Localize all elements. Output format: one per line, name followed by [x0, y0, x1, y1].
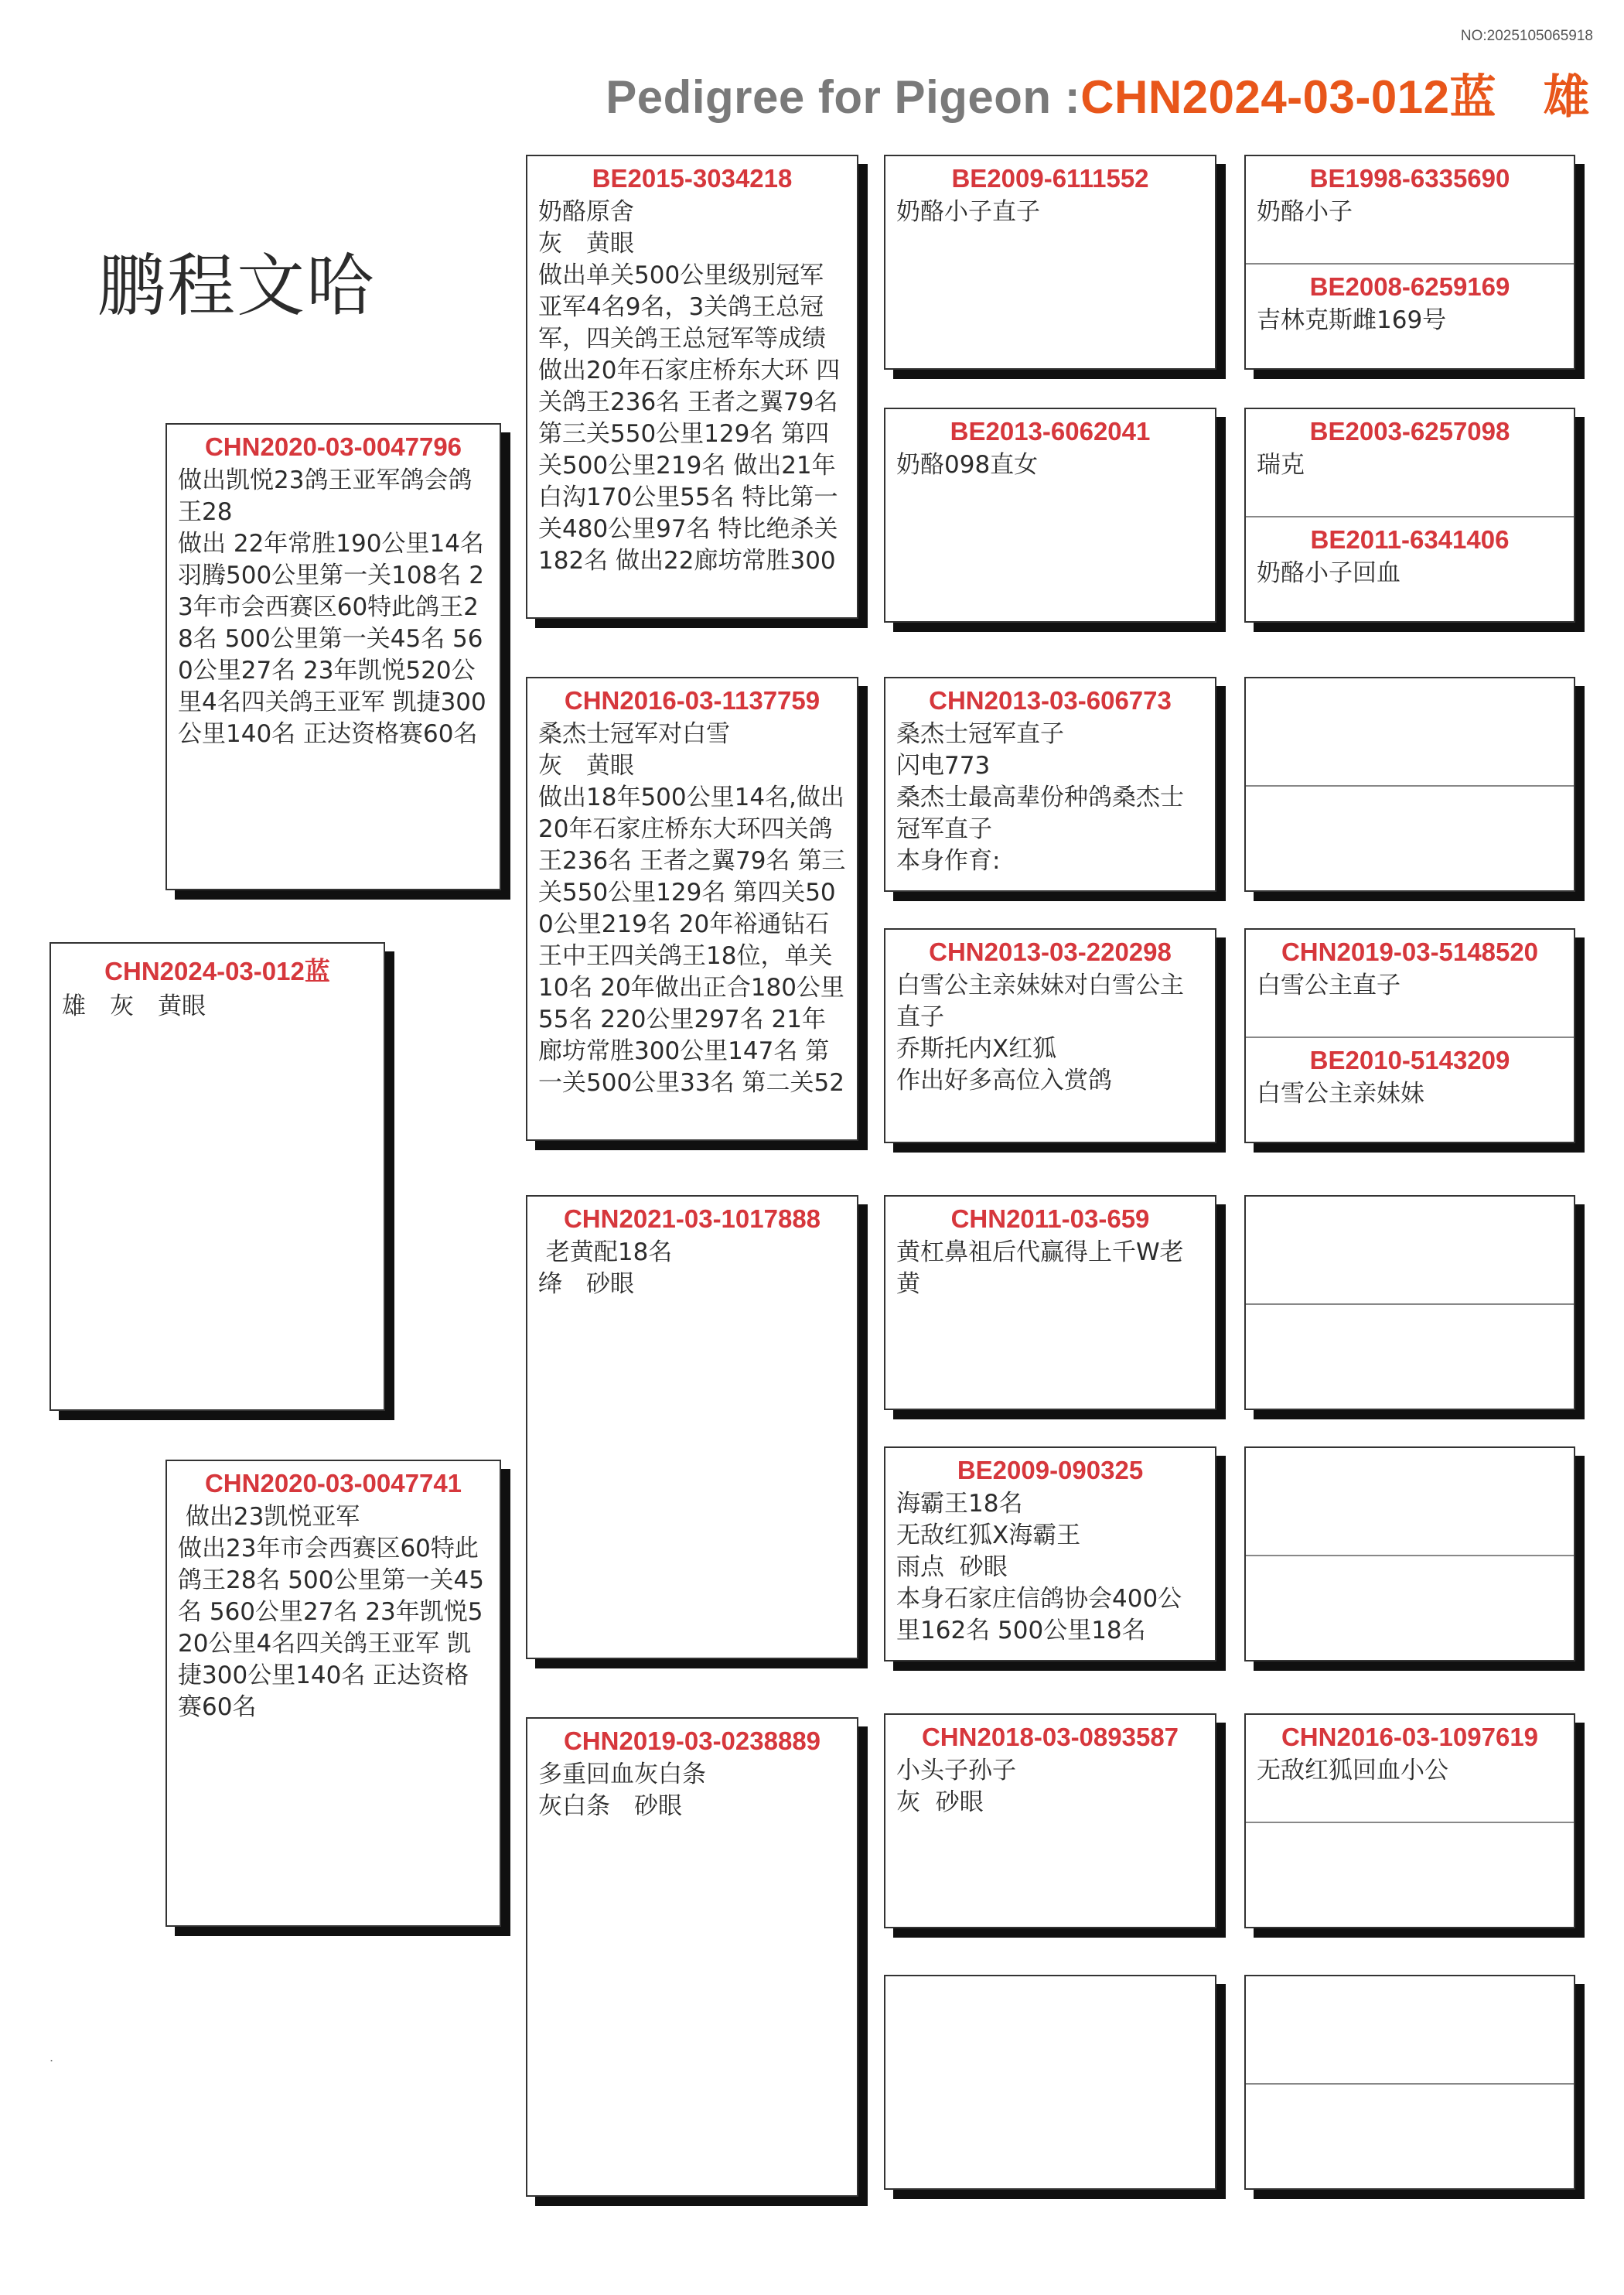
pigeon-notes: 白雪公主亲妹妹 — [1257, 1080, 1424, 1108]
title-ring-number: CHN2024-03-012蓝 雄 — [1080, 71, 1590, 123]
ggg-parent-cell — [1246, 1037, 1574, 1142]
ring-number: CHN2013-03-220298 — [929, 937, 1172, 966]
ggg-parent-cell — [1246, 1303, 1574, 1409]
ring-number: BE1998-6335690 — [1309, 164, 1510, 193]
ring-number: CHN2021-03-1017888 — [563, 1204, 821, 1233]
pigeon-notes: 奶酪原舍 灰 黄眼 做出单关500公里级别冠军亚军4名9名，3关鸽王总冠军，四关鸽王总冠军等成绩 做出20年石家庄桥东大环 四关鸽王236名 王者之翼79名 第三关550公里129名 第四关500公里219名 做出21年白沟170公里55名 特比第一关480公里97名 特比绝杀关182名 做出22廊坊常胜300 — [538, 198, 841, 575]
ring-number: BE2003-6257098 — [1309, 417, 1510, 446]
ring-number: CHN2020-03-0047796 — [204, 432, 462, 461]
pigeon-notes — [1246, 1313, 1574, 1316]
ring-number: CHN2024-03-012蓝 — [104, 957, 330, 985]
ring-number: BE2013-6062041 — [950, 417, 1151, 446]
pigeon-notes: 奶酪098直女 — [896, 451, 1039, 479]
ring-number: BE2015-3034218 — [592, 164, 793, 193]
pigeon-notes: 吉林克斯雌169号 — [1257, 306, 1447, 334]
grandparent-card — [526, 677, 858, 1141]
ggg-parent-pair — [1244, 1975, 1575, 2190]
footer-mark: . — [49, 2050, 54, 2064]
pigeon-notes: 海霸王18名 无敌红狐X海霸王 雨点 砂眼 本身石家庄信鸽协会400公里162名 500公里18名 — [896, 1490, 1182, 1644]
pigeon-notes — [885, 1984, 1215, 1987]
ring-number: CHN2013-03-606773 — [929, 686, 1172, 715]
pigeon-notes: 雄 灰 黄眼 — [62, 992, 206, 1020]
pigeon-notes: 白雪公主直子 — [1257, 972, 1401, 999]
page-title — [606, 60, 1590, 127]
pigeon-notes: 做出凯悦23鸽王亚军鸽会鸽王28 做出 22年常胜190公里14名 羽腾500公里第一关108名 23年市会西赛区60特此鸽王28名 500公里第一关45名 560公里27名 23年凯悦520公里4名四关鸽王亚军 凯捷300公里140名 正达资格赛60名 — [178, 466, 486, 748]
pigeon-notes: 桑杰士冠军对白雪 灰 黄眼 做出18年500公里14名,做出20年石家庄桥东大环四关鸽王236名 王者之翼79名 第三关550公里129名 第四关500公里219名 20年裕通钻石王中王四关鸽王18位，单关10名 20年做出正合180公里55名 220公里297名 21年廊坊常胜300公里147名 第一关500公里33名 第二关52 — [538, 720, 846, 1097]
sire-card — [165, 423, 501, 890]
pigeon-notes — [1246, 794, 1574, 797]
ring-number: CHN2016-03-1137759 — [564, 686, 821, 715]
ring-number: BE2010-5143209 — [1309, 1046, 1510, 1074]
ring-number: CHN2019-03-0238889 — [563, 1726, 821, 1755]
pigeon-notes: 黄杠鼻祖后代赢得上千W老黄 — [896, 1238, 1184, 1298]
great-grandparent-card — [884, 408, 1216, 623]
ring-number: BE2008-6259169 — [1309, 272, 1510, 301]
ggg-parent-pair — [1244, 677, 1575, 892]
pigeon-notes — [1246, 1984, 1574, 1987]
ggg-parent-cell — [1246, 678, 1574, 785]
ggg-parent-cell — [1246, 930, 1574, 1037]
ggg-parent-cell — [1246, 1555, 1574, 1660]
ggg-parent-cell — [1246, 1715, 1574, 1822]
ggg-parent-cell — [1246, 2083, 1574, 2188]
ggg-parent-cell — [1246, 263, 1574, 368]
ggg-parent-pair — [1244, 1446, 1575, 1661]
grandparent-card — [526, 1717, 858, 2197]
great-grandparent-card — [884, 677, 1216, 892]
ggg-parent-pair — [1244, 155, 1575, 370]
pigeon-notes — [1246, 686, 1574, 689]
grandparent-card — [526, 155, 858, 619]
document-number: NO:2025105065918 — [1460, 28, 1593, 44]
ring-number: CHN2018-03-0893587 — [921, 1723, 1179, 1751]
pigeon-notes — [1246, 1564, 1574, 1567]
ggg-parent-pair — [1244, 928, 1575, 1143]
ring-number: BE2009-090325 — [957, 1456, 1144, 1484]
ggg-parent-cell — [1246, 156, 1574, 263]
ggg-parent-pair — [1244, 1713, 1575, 1928]
ggg-parent-pair — [1244, 408, 1575, 623]
ring-number: BE2011-6341406 — [1310, 525, 1510, 554]
pigeon-notes: 奶酪小子 — [1257, 198, 1353, 226]
great-grandparent-card — [884, 1446, 1216, 1661]
pigeon-notes — [1246, 2092, 1574, 2095]
ggg-parent-cell — [1246, 1197, 1574, 1303]
great-grandparent-card — [884, 1195, 1216, 1410]
pigeon-notes: 奶酪小子直子 — [896, 198, 1040, 226]
pigeon-notes: 做出23凯悦亚军 做出23年市会西赛区60特此鸽王28名 500公里第一关45名 560公里27名 23年凯悦520公里4名四关鸽王亚军 凯捷300公里140名 正达资格赛60名 — [178, 1503, 484, 1721]
pigeon-notes: 瑞克 — [1257, 451, 1305, 479]
pigeon-notes: 无敌红狐回血小公 — [1257, 1757, 1448, 1784]
pigeon-notes — [1246, 1831, 1574, 1834]
ggg-parent-cell — [1246, 1448, 1574, 1555]
pigeon-notes: 多重回血灰白条 灰白条 砂眼 — [538, 1761, 706, 1820]
pigeon-notes — [1246, 1456, 1574, 1459]
ggg-parent-cell — [1246, 785, 1574, 890]
subject-card — [49, 942, 385, 1411]
pigeon-notes: 白雪公主亲妹妹对白雪公主直子 乔斯托内X红狐 作出好多高位入赏鸽 — [896, 972, 1184, 1095]
pigeon-notes: 桑杰士冠军直子 闪电773 桑杰士最高辈份种鸽桑杰士冠军直子 本身作育: — [896, 720, 1184, 875]
ring-number: BE2009-6111552 — [951, 164, 1149, 193]
ggg-parent-cell — [1246, 1822, 1574, 1927]
owner-name: 鹏程文哈 — [97, 246, 377, 326]
ggg-parent-cell — [1246, 409, 1574, 516]
ring-number: CHN2019-03-5148520 — [1281, 937, 1539, 966]
grandparent-card — [526, 1195, 858, 1659]
ggg-parent-pair — [1244, 1195, 1575, 1410]
ggg-parent-cell — [1246, 516, 1574, 621]
pigeon-notes: 小头子孙子 灰 砂眼 — [896, 1757, 1016, 1816]
pigeon-notes: 奶酪小子回血 — [1257, 559, 1401, 587]
ring-number: CHN2016-03-1097619 — [1281, 1723, 1539, 1751]
title-label: Pedigree for Pigeon : — [606, 71, 1081, 123]
pigeon-notes — [1246, 1204, 1574, 1207]
great-grandparent-card — [884, 1975, 1216, 2190]
great-grandparent-card — [884, 155, 1216, 370]
great-grandparent-card — [884, 1713, 1216, 1928]
ring-number: CHN2020-03-0047741 — [204, 1469, 462, 1498]
pigeon-notes: 老黄配18名 绛 砂眼 — [538, 1238, 673, 1298]
great-grandparent-card — [884, 928, 1216, 1143]
ring-number: CHN2011-03-659 — [950, 1204, 1150, 1233]
dam-card — [165, 1460, 501, 1927]
ggg-parent-cell — [1246, 1976, 1574, 2083]
